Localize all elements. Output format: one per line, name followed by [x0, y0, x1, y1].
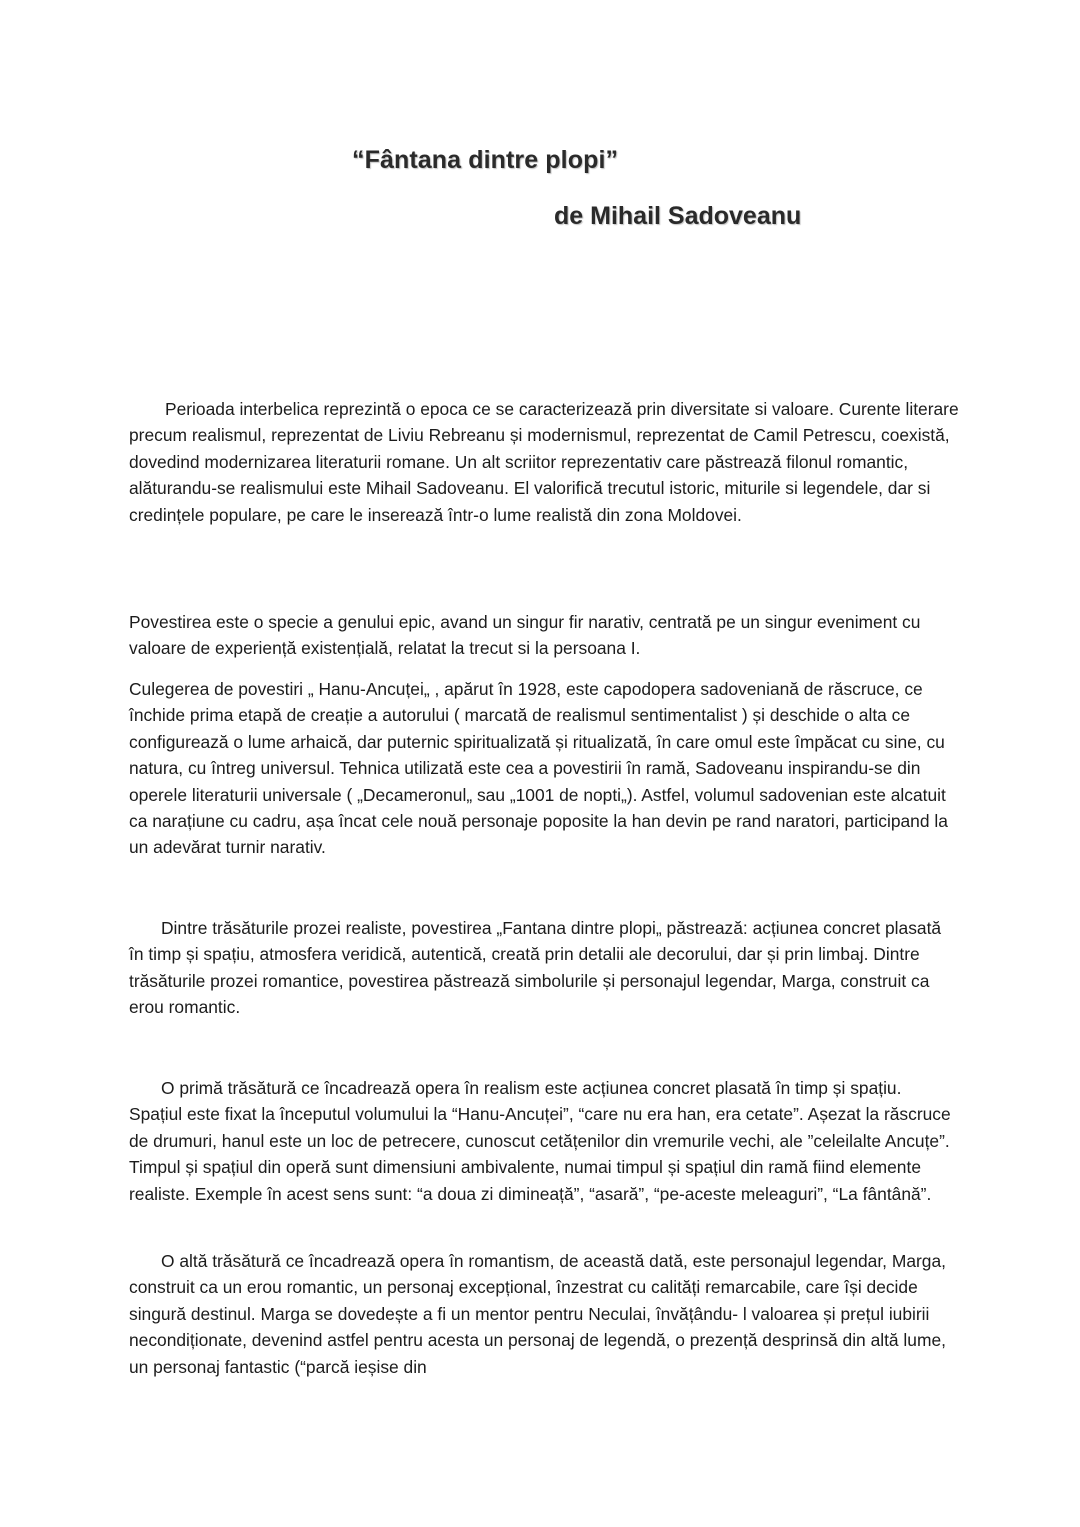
paragraph-legendary-character: O altă trăsătură ce încadrează opera în romantism, de această dată, este personajul legendar, Marga, construit ca un erou romantic, un personaj excepțional, înzestrat cu calități remarcabile, care își decide singură destinul. Marga se dovedește a fi un mentor pentru Neculai, învățându- l valoarea și prețul iubirii necondiționate, devenind astfel pentru acesta un personaj de legendă, o prezență desprinsă din altă lume, un personaj fantastic (“parcă ieșise din [129, 1251, 946, 1377]
paragraph-realist-romantic-traits: Dintre trăsăturile prozei realiste, povestirea „Fantana dintre plopi„ păstrează: acțiunea concret plasată în timp și spațiu, atmosfera veridică, autentică, creată prin detalii ale decorului, dar și prin limbaj. Dintre trăsăturile prozei romantice, povestirea păstrează simbolurile și personajul legendar, Marga, construit ca erou romantic. [129, 918, 942, 1018]
paragraph-hanu-ancutei: Culegerea de povestiri „ Hanu-Ancuței„ , apărut în 1928, este capodopera sadoveniană de răscruce, ce închide prima etapă de creație a autorului ( marcată de realismul sentimentalist ) și deschide o alta ce configurează o lume arhaică, dar puternic spiritualizată și ritualizată, în care omul este împăcat cu sine, cu natura, cu întreg universul. Tehnica utilizată este cea a povestirii în ramă, Sadoveanu inspirandu-se din operele literaturii universale ( „Decameronul„ sau „1001 de nopti„). Astfel, volumul sadovenian este alcatuit ca narațiune cu cadru, așa încat cele nouă personaje poposite la han devin pe rand naratori, participand la un adevărat turnir narativ. [129, 679, 948, 858]
paragraph-time-and-space: O primă trăsătură ce încadrează opera în realism este acțiunea concret plasată în timp și spațiu. Spațiul este fixat la începutul volumului la “Hanu-Ancuței”, “care nu era han, era cetate”. Așezat la răscruce de drumuri, hanul este un loc de petrecere, cunoscut cetățenilor din vremurile vechi, ale ”celeilalte Ancuțe”. Timpul și spațiul din operă sunt dimensiuni ambivalente, numai timpul și spațiul din ramă fiind elemente realiste. Exemple în acest sens sunt: “a doua zi dimineață”, “asară”, “pe-aceste meleaguri”, “La fântână”. [129, 1078, 951, 1204]
document-title: “Fântana dintre plopi” [352, 146, 619, 174]
paragraph-story-definition: Povestirea este o specie a genului epic, avand un singur fir narativ, centrată pe un singur eveniment cu valoare de experiență existențială, relatat la trecut si la persoana I. [129, 612, 921, 659]
paragraph-interwar-intro: Perioada interbelica reprezintă o epoca ce se caracterizează prin diversitate si valoare. Curente literare precum realismul, reprezentat de Liviu Rebreanu și modernismul, reprezentat de Camil Petrescu, coexistă, dovedind modernizarea literaturii romane. Un alt scriitor reprezentativ care păstrează filonul romantic, alăturandu-se realismului este Mihail Sadoveanu. El valorifică trecutul istoric, miturile si legendele, dar si credințele populare, pe care le inserează într-o lume realistă din zona Moldovei. [129, 399, 959, 525]
document-author: de Mihail Sadoveanu [554, 202, 802, 230]
